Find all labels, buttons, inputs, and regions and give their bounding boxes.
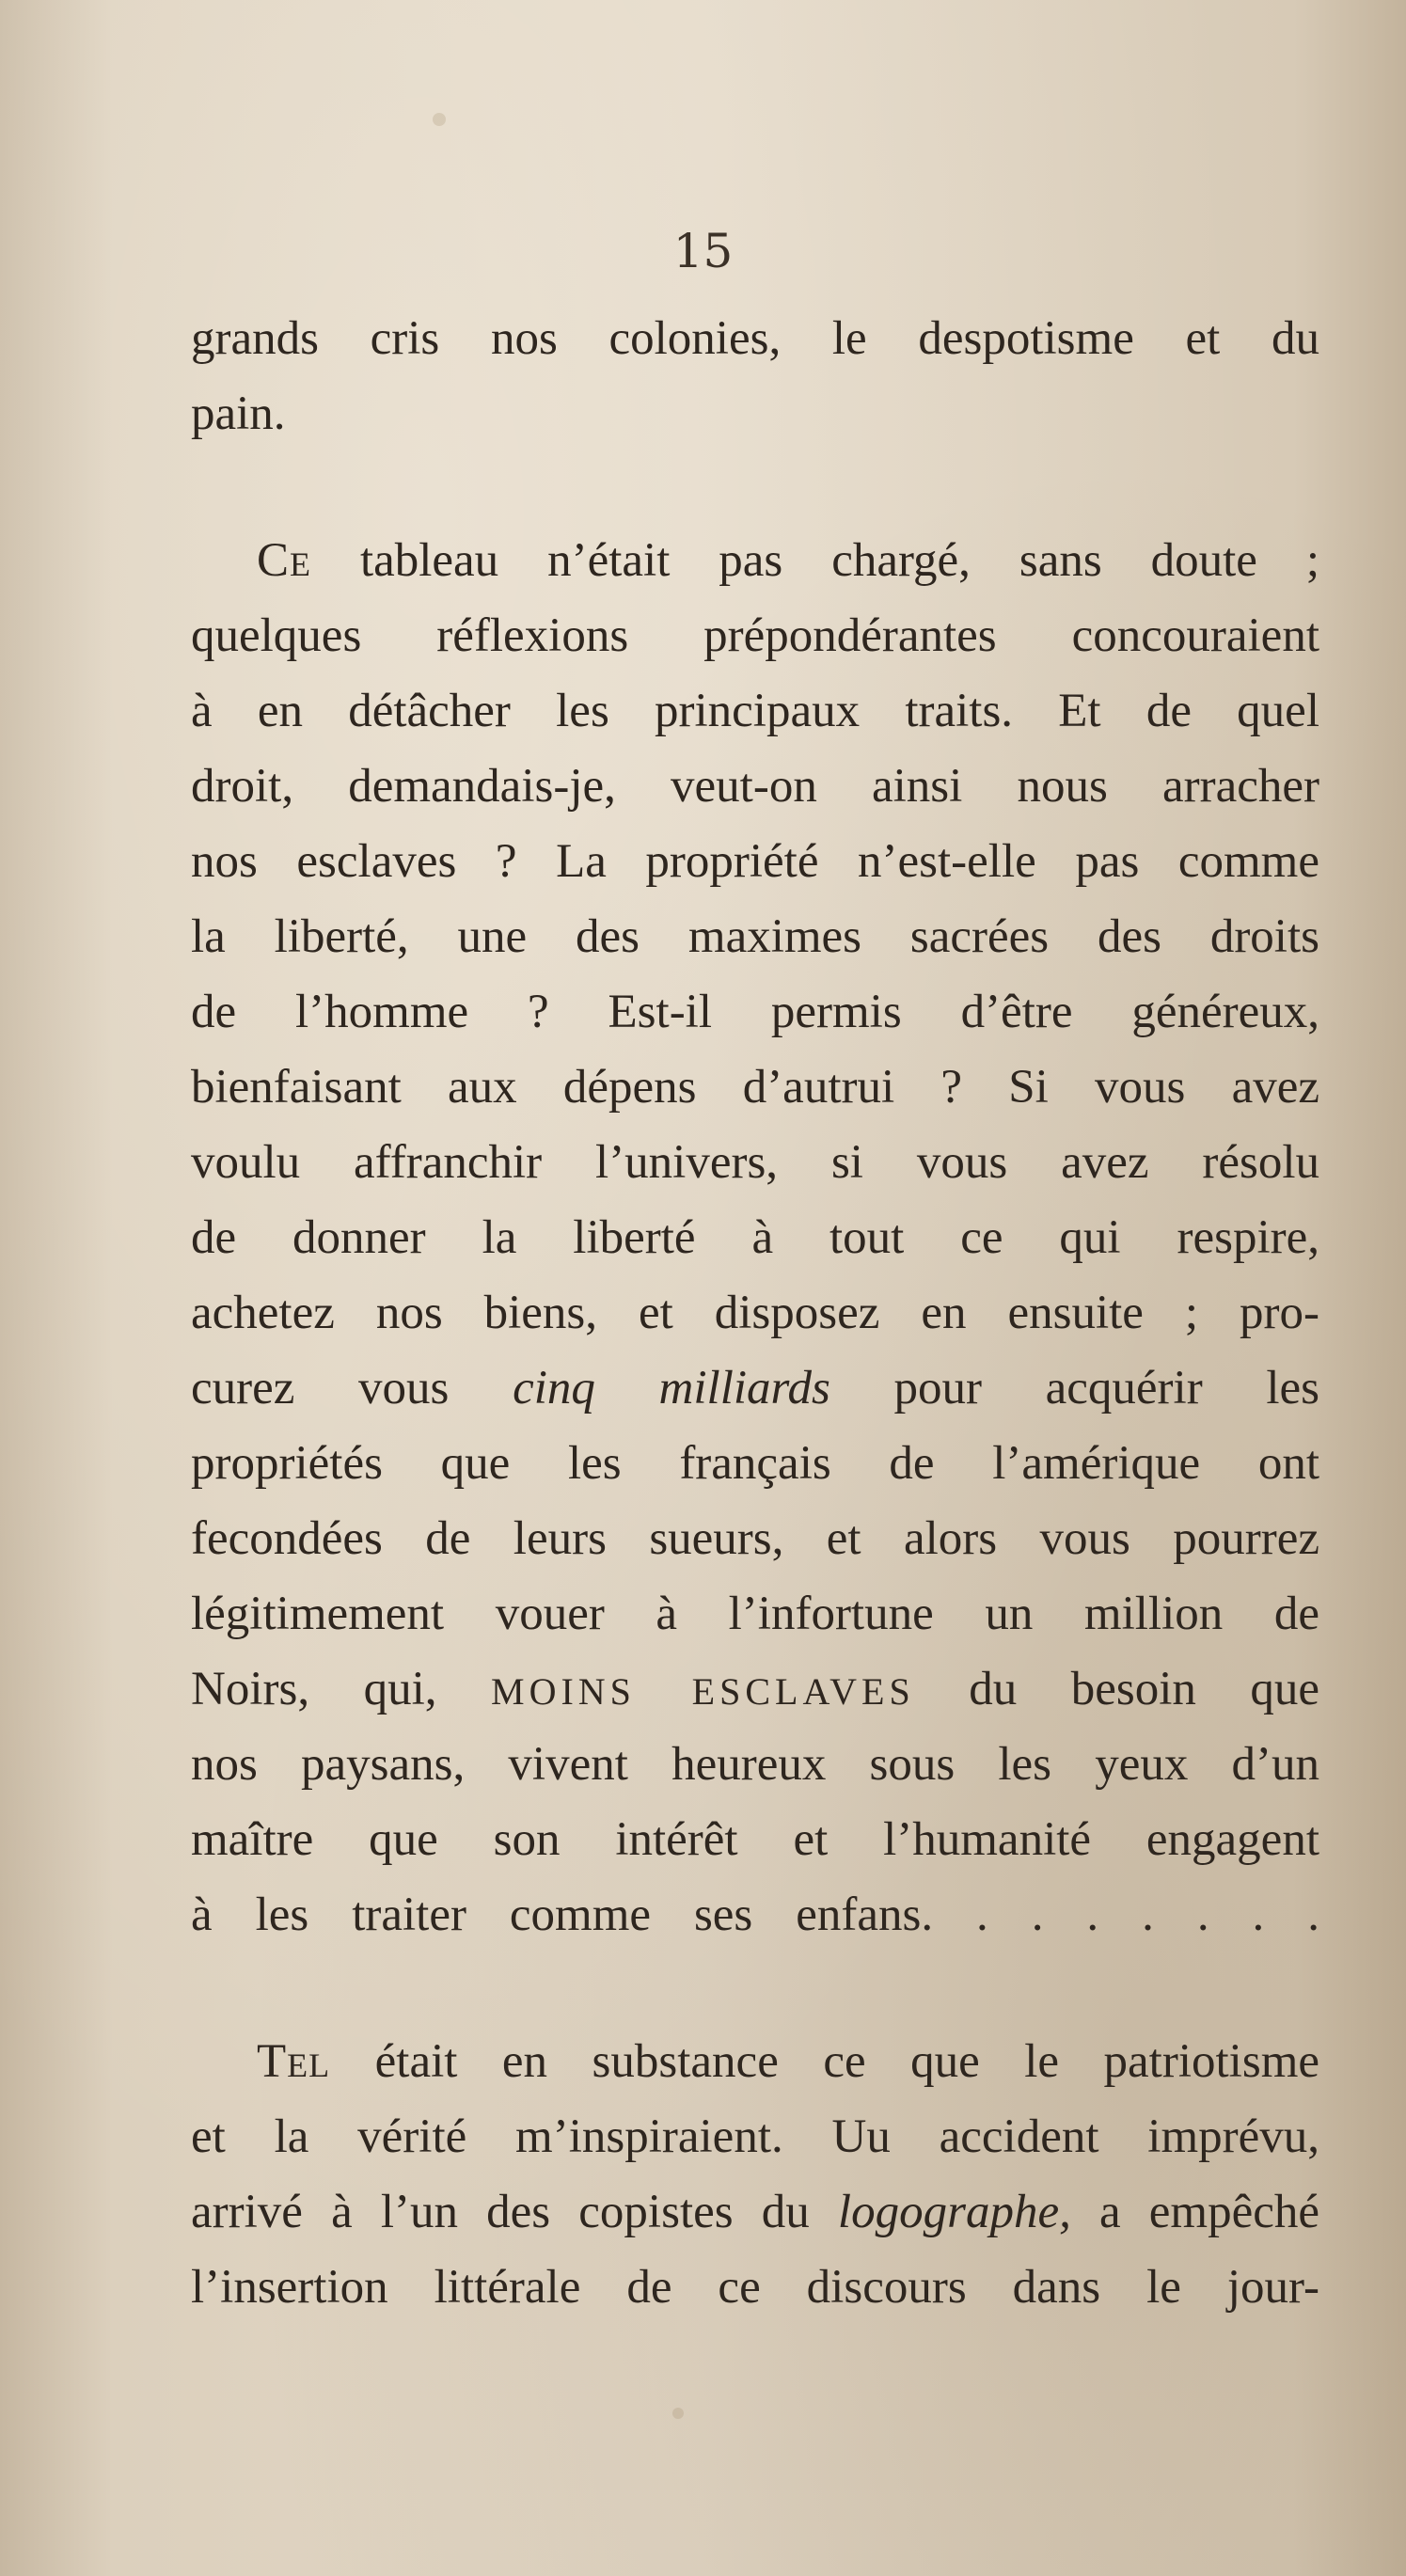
- italic-phrase: cinq milliards: [513, 1362, 830, 1414]
- text-line: achetez nos biens, et disposez en ensuite ; pro-: [191, 1287, 1319, 1339]
- italic-phrase: logographe,: [837, 2186, 1071, 2238]
- body-text: [191, 301, 1319, 2325]
- text-line: arrivé à l’un des copistes du logographe, a empêché: [191, 2186, 1319, 2238]
- text-line: curez vous cinq milliards pour acquérir les: [191, 1362, 1319, 1414]
- text-line: de l’homme ? Est-il permis d’être généreux,: [191, 986, 1319, 1038]
- text-line: et la vérité m’inspiraient. Uu accident imprévu,: [191, 2110, 1319, 2163]
- drop-word: Tel: [257, 2035, 331, 2088]
- text-line: l’insertion littérale de ce discours dans le jour-: [191, 2261, 1319, 2314]
- text-line: Tel était en substance ce que le patriotisme: [257, 2035, 1319, 2088]
- text-line: à en détâcher les principaux traits. Et de quel: [191, 685, 1319, 737]
- page-number: 15: [672, 224, 734, 278]
- text-line: droit, demandais-je, veut-on ainsi nous arracher: [191, 760, 1319, 813]
- foxing-spot: [433, 113, 446, 126]
- text-line: légitimement vouer à l’infortune un million de: [191, 1588, 1319, 1640]
- text-line: bienfaisant aux dépens d’autrui ? Si vous avez: [191, 1061, 1319, 1114]
- text-line: fecondées de leurs sueurs, et alors vous pourrez: [191, 1512, 1319, 1565]
- text-line: voulu affranchir l’univers, si vous avez résolu: [191, 1136, 1319, 1189]
- text-line: pain.: [191, 387, 286, 440]
- text-line: Ce tableau n’était pas chargé, sans doute ;: [257, 534, 1319, 587]
- emphasis-caps: MOINS ESCLAVES: [491, 1670, 915, 1713]
- text-line: quelques réflexions prépondérantes concouraient: [191, 609, 1319, 662]
- text-line: Noirs, qui, MOINS ESCLAVES du besoin que: [191, 1663, 1320, 1715]
- text-line: de donner la liberté à tout ce qui respire,: [191, 1211, 1319, 1264]
- text-line: propriétés que les français de l’amérique ont: [191, 1437, 1319, 1490]
- drop-word: Ce: [257, 534, 312, 587]
- text-line: maître que son intérêt et l’humanité engagent: [191, 1813, 1319, 1866]
- text-line: nos esclaves ? La propriété n’est-elle pas comme: [191, 835, 1319, 888]
- text-line: la liberté, une des maximes sacrées des droits: [191, 910, 1319, 963]
- text-line: à les traiter comme ses enfans. . . . . . . .: [191, 1889, 1319, 1941]
- text-line: nos paysans, vivent heureux sous les yeux d’un: [191, 1738, 1319, 1791]
- text-line: grands cris nos colonies, le despotisme et du: [191, 312, 1319, 365]
- foxing-spot: [672, 2408, 684, 2419]
